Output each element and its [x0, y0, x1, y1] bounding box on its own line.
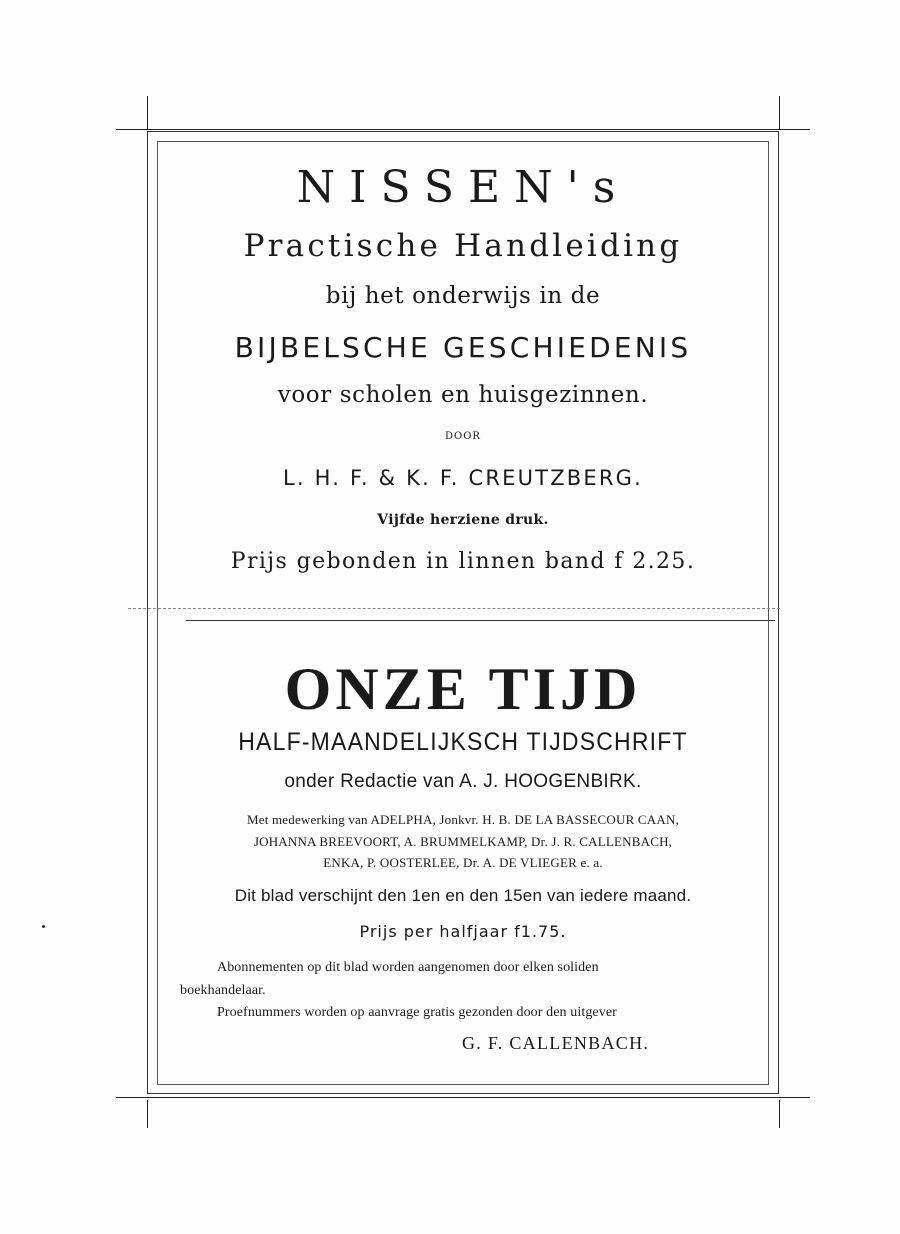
trim-mark-bottom-right — [779, 1100, 780, 1128]
onze-tijd-price: Prijs per halfjaar f1.75. — [359, 922, 567, 941]
trim-mark-top-right — [779, 96, 780, 129]
nissen-subject: BIJBELSCHE GESCHIEDENIS — [234, 331, 692, 364]
contributors-line: Met medewerking van ADELPHA, Jonkvr. H. B. DE LA BASSECOUR CAAN, — [246, 812, 680, 827]
separator-dashed — [128, 608, 780, 609]
onze-tijd-subtitle: HALF-MAANDELIJKSCH TIJDSCHRIFT — [238, 728, 688, 756]
separator-rule — [186, 620, 775, 621]
nissen-authors: L. H. F. & K. F. CREUTZBERG. — [282, 466, 644, 490]
onze-tijd-frequency: Dit blad verschijnt den 1en en den 15en van iedere maand. — [234, 886, 692, 905]
samples-line: Proefnummers worden op aanvrage gratis gezonden door den uitgever — [217, 1005, 617, 1020]
subscription-line-2: boekhandelaar. — [180, 983, 266, 998]
onze-tijd-title: ONZE TIJD — [284, 656, 642, 722]
trim-mark-top-left — [147, 96, 148, 129]
trim-line-bottom — [116, 1097, 810, 1098]
nissen-subtitle: Practische Handleiding — [243, 228, 683, 264]
onze-tijd-editor: onder Redactie van A. J. HOOGENBIRK. — [284, 771, 642, 792]
nissen-line-bij: bij het onderwijs in de — [325, 283, 601, 309]
nissen-price: Prijs gebonden in linnen band f 2.25. — [230, 549, 696, 574]
publisher-name: G. F. CALLENBACH. — [462, 1033, 650, 1053]
nissen-line-voor: voor scholen en huisgezinnen. — [277, 382, 649, 408]
subscription-line-1: Abonnementen op dit blad worden aangenomen door elken soliden — [217, 960, 599, 975]
nissen-title: NISSEN's — [296, 162, 630, 213]
contributors-line: ENKA, P. OOSTERLEE, Dr. A. DE VLIEGER e. a. — [323, 855, 603, 870]
nissen-door: DOOR — [445, 431, 481, 442]
contributors-line: JOHANNA BREEVOORT, A. BRUMMELKAMP, Dr. J. R. CALLENBACH, — [253, 834, 673, 849]
nissen-edition: Vijfde herziene druk. — [377, 512, 549, 528]
trim-line-top — [116, 129, 810, 130]
ink-speck — [42, 925, 45, 928]
trim-mark-bottom-left — [147, 1100, 148, 1128]
